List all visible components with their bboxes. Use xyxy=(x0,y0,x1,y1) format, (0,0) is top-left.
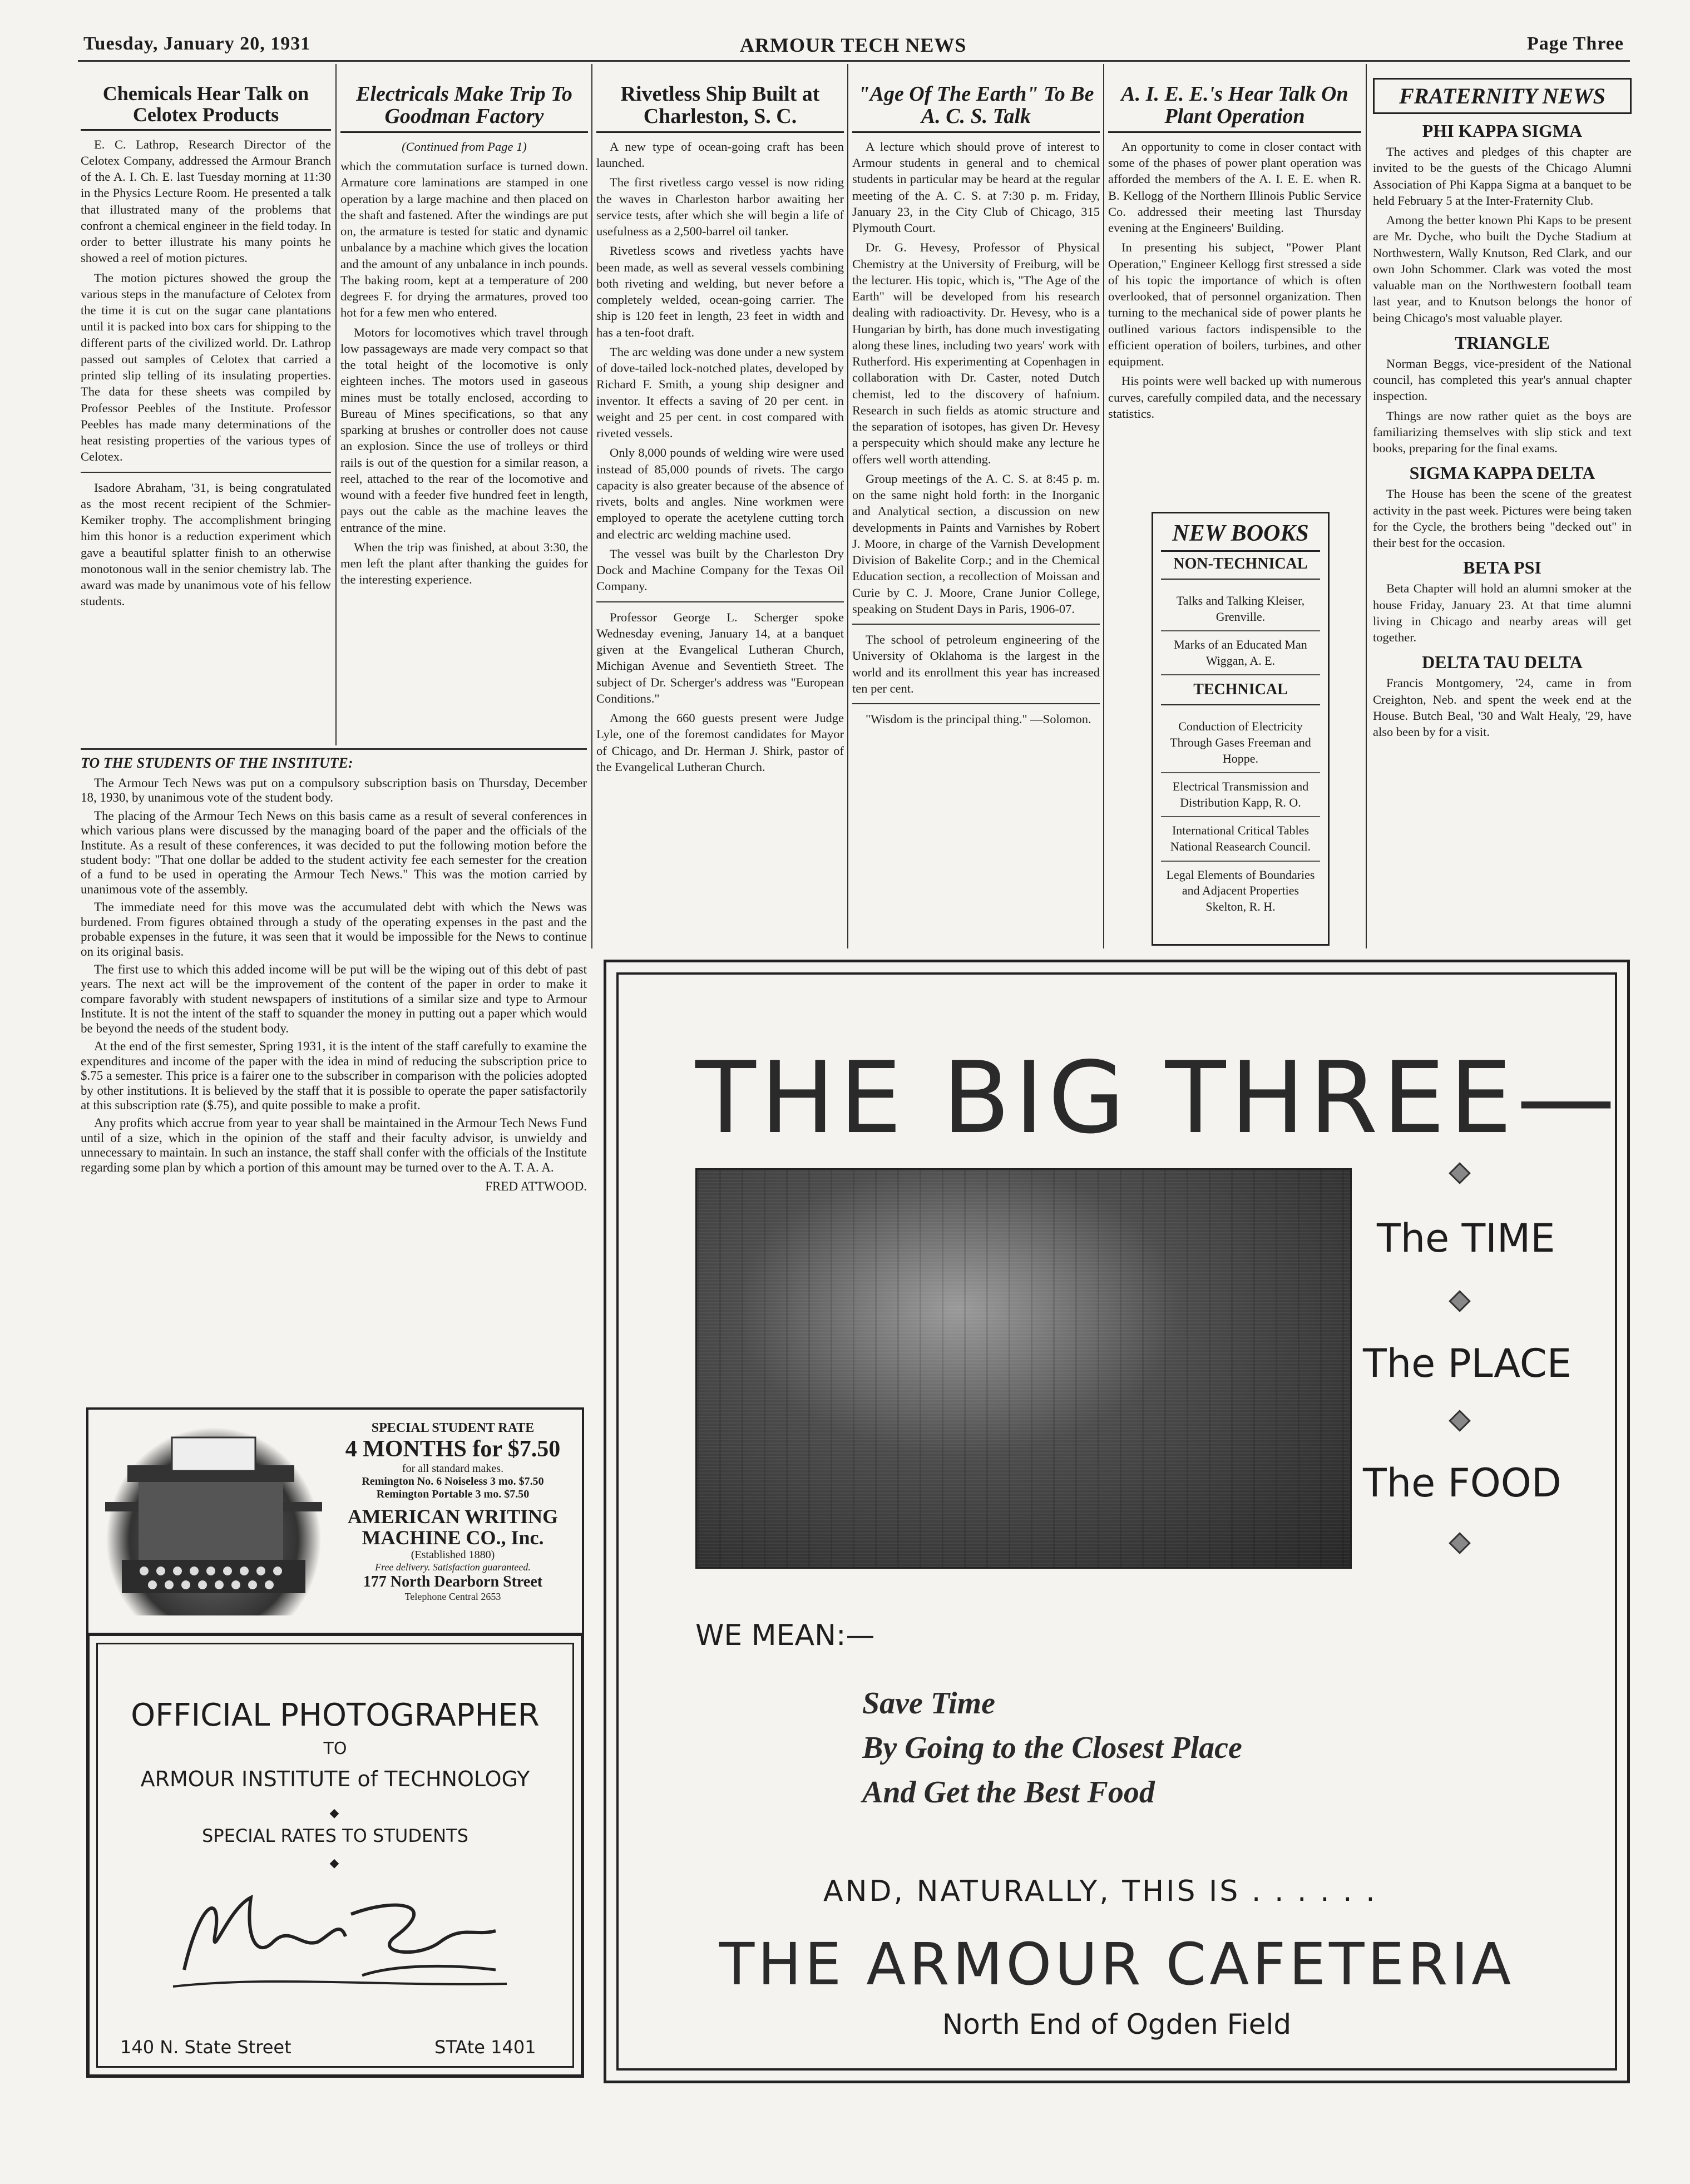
typewriter-illustration xyxy=(105,1426,322,1615)
ornament: ◆ xyxy=(329,1806,339,1820)
editorial-heading: TO THE STUDENTS OF THE INSTITUTE: xyxy=(81,755,353,771)
paragraph: The actives and pledges of this chapter are invited to be the guests of the Chicago Alumni Association of Phi Kappa Sigma at a banquet to be held February 5 at the Inter-Fraternity Club. xyxy=(1373,145,1632,207)
paragraph: In presenting his subject, "Power Plant Operation," Engineer Kellogg first stressed a side of his topic the importance of which is often overlooked, that of personnel organization. Then turning to the mechanical side of power plants he outlined various factors indispensible to the efficient operation of boilers, turbines, and other equipment. xyxy=(1108,240,1361,369)
paragraph: Rivetless scows and rivetless yachts have been made, as well as several vessels combining both riveting and welding, but never before a completely welded, ocean-going carrier. The ship is 120 feet in length, 23 feet in width and has a ten-foot draft. xyxy=(596,244,844,339)
slogan-line: Save Time xyxy=(862,1686,995,1721)
article-goodman xyxy=(340,83,588,745)
continued-note: (Continued from Page 1) xyxy=(402,139,527,154)
frat-heading: TRIANGLE xyxy=(1455,332,1550,353)
cafeteria-location: North End of Ogden Field xyxy=(942,2008,1292,2040)
paragraph: The first use to which this added income will be put will be the wiping out of this debt of past years. The next act will be the improvement of the content of the paper in order to make it compare favorably with student newspapers of institutions of a similar size and type to Armour Institute. It is not the intent of the staff to squander the money in putting out a paper which would be beyond the needs of the student body. xyxy=(81,962,587,1035)
slogan-line: And Get the Best Food xyxy=(862,1775,1155,1810)
book-entry: International Critical Tables National Reasearch Council. xyxy=(1161,817,1320,861)
photo-ad-address: 140 N. State Street xyxy=(120,2037,291,2058)
signature-logo xyxy=(162,1875,523,1998)
photo-ad-to: TO xyxy=(323,1739,347,1758)
new-books-box xyxy=(1152,512,1330,946)
book-entry: Legal Elements of Boundaries and Adjacent Properties Skelton, R. H. xyxy=(1166,867,1315,913)
column-rule xyxy=(847,64,848,948)
cafeteria-photo xyxy=(695,1168,1352,1569)
paragraph: At the end of the first semester, Spring 1931, it is the intent of the staff carefully to examine the expenditures and income of the paper with the idea in mind of reducing the subscription price to $.75 a semester. This price is a fairer one to the subscriber in comparison with the policies adopted by other institutions. It is believed by the staff that it is possible to operate the paper satisfactorily at this subscription rate ($.75), and quite possible to make a profit. xyxy=(81,1039,587,1112)
paragraph: Any profits which accrue from year to year shall be maintained in the Armour Tech News Fund until of a size, which in the opinion of the staff and their faculty advisor, is unwieldy and unnecessary to maintain. In such an instance, the staff shall confer with the officials of the Institute regarding some plan by which a portion of this amount may be turned over to the A. T. A. A. xyxy=(81,1116,587,1174)
photo-ad-title: OFFICIAL PHOTOGRAPHER xyxy=(131,1697,540,1733)
book-entry: Marks of an Educated Man Wiggan, A. E. xyxy=(1161,631,1320,675)
paragraph: The school of petroleum engineering of the University of Oklahoma is the largest in the world and its enrollment this year has increased ten per cent. xyxy=(852,633,1100,695)
paragraph: The placing of the Armour Tech News on this basis came as a result of several conferences in which various plans were discussed by the managing board of the paper and the officials of the Institute. As a result of these conferences, it was decided to put the following motion before the student body: "That one dollar be added to the student activity fee each semester for the creation of a fund to be used in operating the Armour Tech News." This was the motion carried by unanimous vote of the assembly. xyxy=(81,808,587,896)
frat-heading: DELTA TAU DELTA xyxy=(1422,652,1583,673)
masthead-paper: ARMOUR TECH NEWS xyxy=(740,34,967,56)
paragraph: "Wisdom is the principal thing." —Solomon. xyxy=(866,712,1091,727)
paragraph: The arc welding was done under a new system of dove-tailed lock-notched plates, developed by Richard F. Smith, a young ship designer and inventor. It effects a saving of 20 per cent. in weight and 25 per cent. in cost compared with riveted vessels. xyxy=(596,344,844,441)
paragraph: The first rivetless cargo vessel is now riding the waves in Charleston harbor awaiting her service tests, after which she will begin a life of usefulness as a 2,500-barrel oil tanker. xyxy=(596,175,844,239)
ad-line: Remington No. 6 Noiseless 3 mo. $7.50 xyxy=(362,1475,544,1488)
fraternity-news xyxy=(1373,78,1632,948)
paragraph: The motion pictures showed the group the various steps in the manufacture of Celotex from the time it is cut on the sugar cane plantations until it is packed into box cars for shipping to the different parts of the civilized world. Dr. Lathrop passed out samples of Celotex that carried a printed slip telling of its insulating properties. The data for these sheets was compiled by Professor Peebles of the Institute. Professor Peebles has made many determinations of the heat resisting properties of the various types of Celotex. xyxy=(81,270,331,464)
column-rule xyxy=(591,64,592,948)
paragraph: Francis Montgomery, '24, came in from Creighton, Neb. and spent the week end at the House. Butch Beal, '30 and Walt Healy, '29, have also been by for a visit. xyxy=(1373,676,1632,739)
technical-heading: TECHNICAL xyxy=(1161,681,1320,705)
paragraph: Professor George L. Scherger spoke Wednesday evening, January 14, at a banquet given at the Evangelical Lutheran Church, Michigan Avenue and Seventieth Street. The subject of Dr. Scherger's address was "European Conditions." xyxy=(596,610,844,705)
frat-heading: SIGMA KAPPA DELTA xyxy=(1409,463,1595,483)
ad-line: for all standard makes. xyxy=(402,1462,504,1475)
paragraph: Dr. G. Hevesy, Professor of Physical Chemistry at the University of Freiburg, will be the lecturer. His topic, which is, "The Age of the Earth" will be developed from his research dealing with radioactivity. Dr. Hevesy, who is a Hungarian by birth, has done much investigating along these lines, including two years' work with Rutherford. His experimenting at Copenhagen in collaboration with Dr. Caster, noted Dutch chemist, led to the discovery of hafnium. Research in such fields as atomic structure and the separation of isotopes, has given Dr. Hevesy a perspecuity which should make any lecture he offers well worth attending. xyxy=(852,240,1100,466)
paragraph: E. C. Lathrop, Research Director of the Celotex Company, addressed the Armour Branch of the A. I. Ch. E. last Tuesday morning at 11:30 in the Physics Lecture Room. He presented a talk that illustrated many of the problems that confront a chemical engineer in the field today. In order to better illustrate his many points he showed a reel of motion pictures. xyxy=(81,137,331,265)
we-mean-label: WE MEAN:— xyxy=(695,1619,875,1652)
paragraph: An opportunity to come in closer contact with some of the phases of power plant operation was afforded the members of the A. I. E. E. when R. B. Kellogg of the Northern Illinois Public Service Co. addressed their meeting last Thursday evening at the Engineers' Building. xyxy=(1108,139,1361,235)
typewriter-ad-text xyxy=(333,1421,572,1603)
big-three-title: THE BIG THREE— xyxy=(695,1040,1620,1155)
paragraph: Among the better known Phi Kaps to be present are Mr. Dyche, who built the Dyche Stadium at Northwestern, Wally Knutson, Red Clark, and our own John Schommer. Clark was voted the most valuable man on the Northwestern football team last year, and to Knutson belongs the honor of being Chicago's most valuable player. xyxy=(1373,213,1632,325)
masthead-page: Page Three xyxy=(1527,33,1624,54)
paragraph: Norman Beggs, vice-president of the National council, has completed this year's annual chapter inspection. xyxy=(1373,356,1632,403)
ad-line: Remington Portable 3 mo. $7.50 xyxy=(376,1488,530,1500)
book-entry: Talks and Talking Kleiser, Grenville. xyxy=(1161,587,1320,631)
editorial-signature: FRED ATTWOOD. xyxy=(485,1179,587,1194)
paragraph: Group meetings of the A. C. S. at 8:45 p. m. on the same night hold forth: in the Inorganic and Analytical section, a discussion on new developments in Paints and Varnishes by Robert J. Moore, in charge of the Varnish Development Division of Bakelite Corp.; and in the Chemical Education section, a recollection of Moissan and Curie by C. J. Moore, Crane Junior College, speaking on Student Days in Paris, 1906-07. xyxy=(852,471,1100,616)
headline-aiee: A. I. E. E.'s Hear Talk On Plant Operation xyxy=(1108,83,1361,133)
paragraph: Beta Chapter will hold an alumni smoker at the house Friday, January 23. At that time alumni living in Chicago and nearby areas will get together. xyxy=(1373,581,1632,644)
ad-line: Free delivery. Satisfaction guaranteed. xyxy=(375,1561,531,1573)
headline-celotex: Chemicals Hear Talk on Celotex Products xyxy=(81,83,331,131)
ad-line: AMERICAN WRITING MACHINE CO., Inc. xyxy=(347,1505,559,1549)
new-books-title: NEW BOOKS xyxy=(1161,520,1320,552)
ad-line: 177 North Dearborn Street xyxy=(363,1573,543,1590)
big-three-time: The TIME xyxy=(1377,1215,1555,1261)
photo-ad-phone: STAte 1401 xyxy=(434,2037,536,2058)
paragraph: When the trip was finished, at about 3:30, the men left the plant after thanking the guides for the interesting experience. xyxy=(340,540,588,587)
paragraph: Only 8,000 pounds of welding wire were used instead of 85,000 pounds of rivets. The cargo capacity is also greater because of the absence of rivets, bolts and angles. Nine workmen were employed to operate the acetylene cutting torch and electric arc welding machine used. xyxy=(596,446,844,541)
headline-rivetless: Rivetless Ship Built at Charleston, S. C. xyxy=(596,83,844,133)
naturally-line: AND, NATURALLY, THIS IS . . . . . . xyxy=(823,1875,1377,1908)
paragraph: which the commutation surface is turned down. Armature core laminations are stamped in one operation by a large machine and then placed on the shaft and fastened. After the windings are put on, the armature is tested for static and dynamic unbalance by a machine which gives the location and the amount of any unbalance in inch pounds. The baking room, kept at a temperature of 200 degrees F. for drying the armatures, proved too hot for a few men who entered. xyxy=(340,159,588,320)
big-three-place: The PLACE xyxy=(1363,1341,1572,1386)
masthead-rule xyxy=(78,60,1630,62)
article-aiee xyxy=(1108,83,1361,506)
paragraph: Things are now rather quiet as the boys are familiarizing themselves with slip stick and text books, preparing for the final exams. xyxy=(1373,408,1632,455)
column-rule xyxy=(1366,64,1367,948)
ad-line: 4 MONTHS for $7.50 xyxy=(345,1436,561,1462)
headline-goodman: Electricals Make Trip To Goodman Factory xyxy=(340,83,588,133)
article-celotex xyxy=(81,83,331,745)
photo-ad-institute: ARMOUR INSTITUTE of TECHNOLOGY xyxy=(140,1767,530,1791)
editorial-rule xyxy=(81,748,587,750)
ad-line: (Established 1880) xyxy=(411,1548,495,1561)
frat-heading: BETA PSI xyxy=(1463,557,1541,578)
paragraph: The Armour Tech News was put on a compulsory subscription basis on Thursday, December 18, 1930, by unanimous vote of the student body. xyxy=(81,775,587,805)
book-entry: Conduction of Electricity Through Gases Freeman and Hoppe. xyxy=(1161,713,1320,773)
column-rule xyxy=(335,64,337,745)
paragraph: Isadore Abraham, '31, is being congratulated as the most recent recipient of the Schmier-Kemiker trophy. The accomplishment bringing him this honor is a reduction experiment which gave a beautiful splatter finish to an otherwise monotonous wall in the senior chemistry lab. The award was made by unanimous vote of his fellow students. xyxy=(81,480,331,609)
slogan-line: By Going to the Closest Place xyxy=(862,1731,1242,1765)
headline-age-of-earth: "Age Of The Earth" To Be A. C. S. Talk xyxy=(852,83,1100,133)
paragraph: The House has been the scene of the greatest activity in the past week. Pictures were being taken for the Cycle, the brothers being "decked out" in their best for the occasion. xyxy=(1373,487,1632,550)
paragraph: A lecture which should prove of interest to Armour students in general and to chemical students in particular may be heard at the regular meeting of the A. C. S. at 7:30 p. m. Friday, January 23, in the City Club of Chicago, 315 Plymouth Court. xyxy=(852,139,1100,235)
photographer-ad xyxy=(86,1633,584,2078)
frat-heading: PHI KAPPA SIGMA xyxy=(1422,121,1583,141)
column-rule xyxy=(1103,64,1104,948)
paragraph: Motors for locomotives which travel through low passageways are made very compact so that the total height of the locomotive is only eighteen inches. The motors used in gaseous mines must be totally enclosed, according to Bureau of Mines specifications, so that any sparking at brushes or controller does not cause an explosion. Since the use of trolleys or third rails is out of the question for a similar reason, a reel, attached to the rear of the locomotive and wound with a feeder five hundred feet in length, pays out the cable as the machine leaves the entrance of the mine. xyxy=(340,325,588,535)
non-technical-heading: NON-TECHNICAL xyxy=(1161,555,1320,580)
paragraph: The vessel was built by the Charleston Dry Dock and Machine Company for the Texas Oil Company. xyxy=(596,546,844,594)
cafeteria-ad xyxy=(604,960,1630,2083)
editorial xyxy=(81,754,587,1394)
fraternity-news-title: FRATERNITY NEWS xyxy=(1373,78,1632,114)
typewriter-ad xyxy=(86,1407,584,1635)
big-three-food: The FOOD xyxy=(1363,1460,1561,1506)
ad-line: SPECIAL STUDENT RATE xyxy=(371,1421,535,1435)
ad-line: Telephone Central 2653 xyxy=(404,1590,501,1602)
paragraph: The immediate need for this move was the accumulated debt with which the News was burdened. From figures obtained through a study of the operating expenses in the past and the probable expenses in the future, it was seen that it would be impossible for the News to continue on its original basis. xyxy=(81,900,587,958)
article-rivetless-ship xyxy=(596,83,844,951)
paragraph: A new type of ocean-going craft has been launched. xyxy=(596,139,844,170)
paragraph: Among the 660 guests present were Judge Lyle, one of the foremost candidates for Mayor of Chicago, and Dr. Herman J. Shirk, pastor of the Evangelical Lutheran Church. xyxy=(596,711,844,774)
masthead-date: Tuesday, January 20, 1931 xyxy=(83,33,311,54)
cafeteria-name: THE ARMOUR CAFETERIA xyxy=(719,1930,1515,1998)
ornament: ◆ xyxy=(329,1856,339,1870)
photo-ad-rates: SPECIAL RATES TO STUDENTS xyxy=(202,1825,468,1846)
paragraph: His points were well backed up with numerous curves, carefully compiled data, and the necessary statistics. xyxy=(1108,374,1361,421)
book-entry: Electrical Transmission and Distribution Kapp, R. O. xyxy=(1161,773,1320,817)
article-age-of-earth xyxy=(852,83,1100,951)
